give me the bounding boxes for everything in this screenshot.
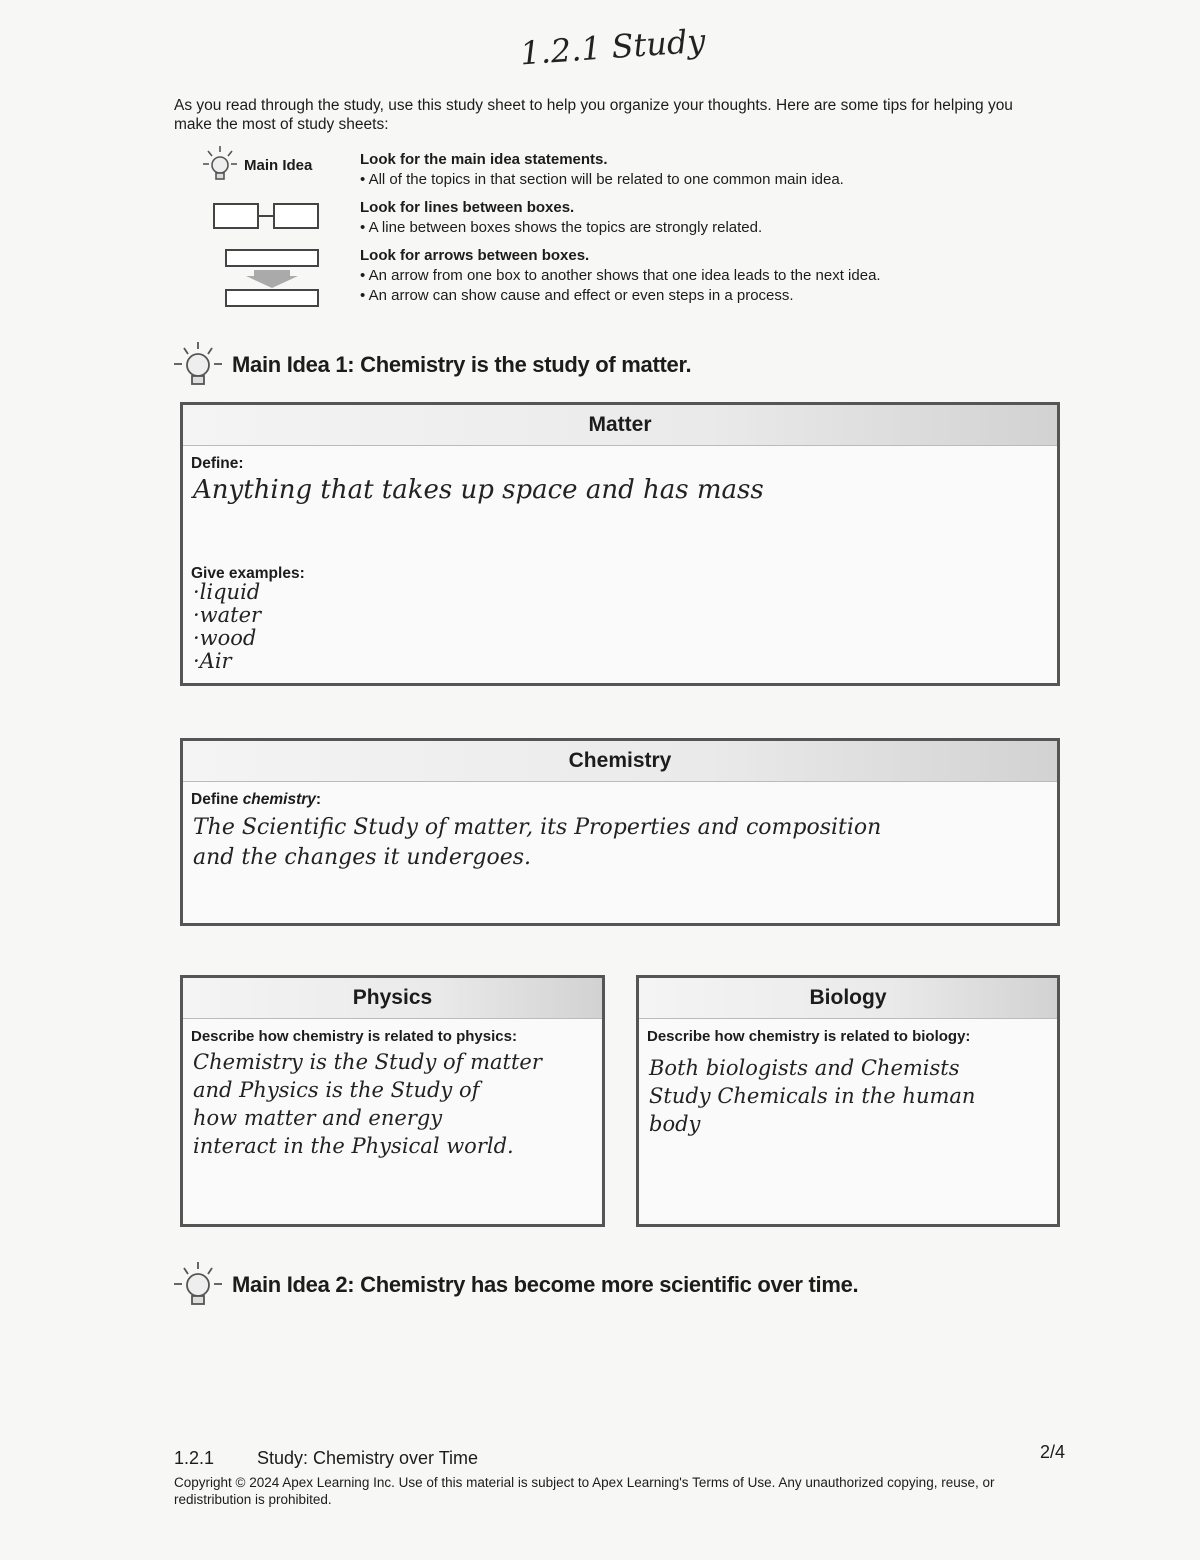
physics-answer[interactable] (193, 1048, 542, 1160)
biology-answer[interactable] (649, 1054, 975, 1138)
matter-define-answer[interactable]: Anything that takes up space and has mass (193, 475, 764, 505)
main-idea-2-text: Main Idea 2: Chemistry has become more scientific over time. (232, 1272, 859, 1297)
answer-line: body (649, 1112, 701, 1136)
chemistry-box (180, 738, 1060, 926)
footer-copyright: Copyright © 2024 Apex Learning Inc. Use of this material is subject to Apex Learning's Terms of Use. Any unauthorized copying, reuse, or redistribution is prohibited. (174, 1475, 995, 1507)
answer-line: interact in the Physical world. (193, 1134, 514, 1158)
matter-box (180, 402, 1060, 686)
tip-main-idea (360, 150, 844, 190)
lightbulb-icon (172, 1260, 224, 1310)
example-item: ·Air (193, 649, 232, 673)
define-prefix: Define (191, 791, 243, 808)
lightbulb-icon (172, 340, 224, 390)
tip1-heading: Look for the main idea statements. (360, 151, 608, 168)
chemistry-define-answer[interactable] (193, 813, 881, 873)
biology-box (636, 975, 1060, 1227)
define-em: chemistry (242, 791, 316, 808)
answer-line: Both biologists and Chemists (649, 1056, 960, 1080)
matter-examples-label: Give examples: (191, 565, 305, 582)
tip2-bullet: • A line between boxes shows the topics are strongly related. (360, 219, 763, 236)
main-idea-1-text: Main Idea 1: Chemistry is the study of matter. (232, 352, 692, 377)
physics-label: Describe how chemistry is related to physics: (191, 1028, 517, 1045)
arrow-between-boxes-icon (222, 246, 322, 315)
tip1-bullet: • All of the topics in that section will be related to one common main idea. (360, 171, 844, 188)
answer-line: and Physics is the Study of (193, 1078, 480, 1102)
biology-label: Describe how chemistry is related to biology: (647, 1028, 971, 1045)
lightbulb-icon (200, 144, 240, 186)
matter-examples-list[interactable] (193, 581, 261, 673)
answer-line: Study Chemicals in the human (649, 1084, 976, 1108)
main-idea-legend (200, 144, 312, 186)
answer-line: how matter and energy (193, 1106, 443, 1130)
physics-box (180, 975, 605, 1227)
footer-lesson-title: Study: Chemistry over Time (257, 1448, 479, 1468)
biology-title: Biology (639, 978, 1057, 1019)
tip3-bullet1: • An arrow from one box to another shows that one idea leads to the next idea. (360, 267, 881, 284)
main-idea-2-heading (172, 1260, 858, 1310)
define-suffix: : (315, 791, 322, 808)
tip3-heading: Look for arrows between boxes. (360, 247, 590, 264)
answer-line: Chemistry is the Study of matter (193, 1050, 542, 1074)
tip3-bullet2: • An arrow can show cause and effect or even steps in a process. (360, 287, 794, 304)
tip-lines (360, 198, 762, 238)
physics-title: Physics (183, 978, 602, 1019)
chemistry-define-label (191, 791, 321, 809)
handwritten-title: 1.2.1 Study (518, 21, 707, 73)
line-between-boxes-icon (212, 200, 322, 239)
chemistry-title: Chemistry (183, 741, 1057, 782)
example-item: ·water (193, 603, 262, 627)
answer-line: The Scientific Study of matter, its Properties and composition (193, 815, 882, 840)
tip-arrows (360, 246, 881, 306)
footer-lesson-code: 1.2.1 (174, 1448, 215, 1468)
matter-title: Matter (183, 405, 1057, 446)
example-item: ·wood (193, 626, 257, 650)
main-idea-1-heading (172, 340, 691, 390)
intro-text: As you read through the study, use this study sheet to help you organize your thoughts. Here are some tips for helping you make the most of study sheets: (174, 97, 1013, 133)
footer-page-number: 2/4 (1040, 1442, 1066, 1462)
main-idea-legend-label: Main Idea (244, 156, 313, 174)
answer-line: and the changes it undergoes. (193, 845, 532, 870)
tip2-heading: Look for lines between boxes. (360, 199, 575, 216)
example-item: ·liquid (193, 580, 261, 604)
matter-define-label: Define: (191, 455, 244, 472)
